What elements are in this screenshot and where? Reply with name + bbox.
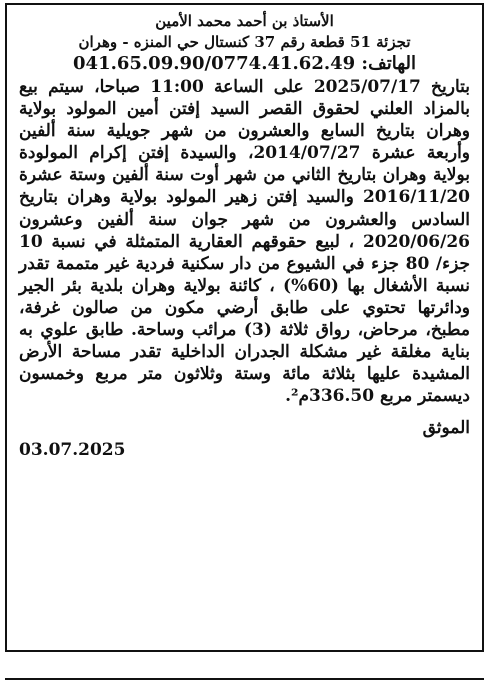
notary-phone: الهاتف: 041.65.09.90/0774.41.62.49 (73, 53, 416, 74)
notary-address: تجزئة 51 قطعة رقم 37 كنستال حي المنزه - وهران (78, 33, 411, 51)
signature-date: 03.07.2025 (19, 440, 126, 461)
signature-role: الموثق (422, 418, 470, 439)
legal-notice (5, 3, 484, 652)
notary-name: الأستاذ بن أحمد محمد الأمين (155, 12, 334, 30)
next-notice-border (5, 678, 484, 680)
notice-body: بتاريخ 2025/07/17 على الساعة 11:00 صباحا، سيتم بيع بالمزاد العلني لحقوق القصر السيد إفتن أمين المولود بولاية وهران بتاريخ السابع والعشرون من شهر جويلية سنة ألفين وأربعة عشرة 2014/07/27، والسيدة إفتن إكرام المولودة بولاية وهران بتاريخ الثاني من شهر أوت سنة ألفين وستة عشرة 2016/11/20 والسيد إفتن زهير المولود بولاية وهران بتاريخ السادس والعشرون من شهر جوان سنة ألفين وعشرون 2020/06/26 ، لبيع حقوقهم العقارية المتمثلة في نسبة 10 جزء/ 80 جزء في الشيوع من دار سكنية فردية غير متممة تقدر نسبة الأشغال بها (60%) ، كائنة بولاية وهران بلدية بئر الجير ودائرتها تحتوي على طابق أرضي مكون من صالون غرفة، مطبخ، مرحاض، رواق ثلاثة (3) مرائب وساحة. طابق علوي به بناية مغلقة غير مشكلة الجدران الداخلية تقدر مساحة الأرض المشيدة عليها بثلاثة مائة وستة وثلاثون متر مربع وخمسون ديسمتر مربع 336.50م². (19, 77, 471, 407)
signature-block (19, 417, 470, 461)
